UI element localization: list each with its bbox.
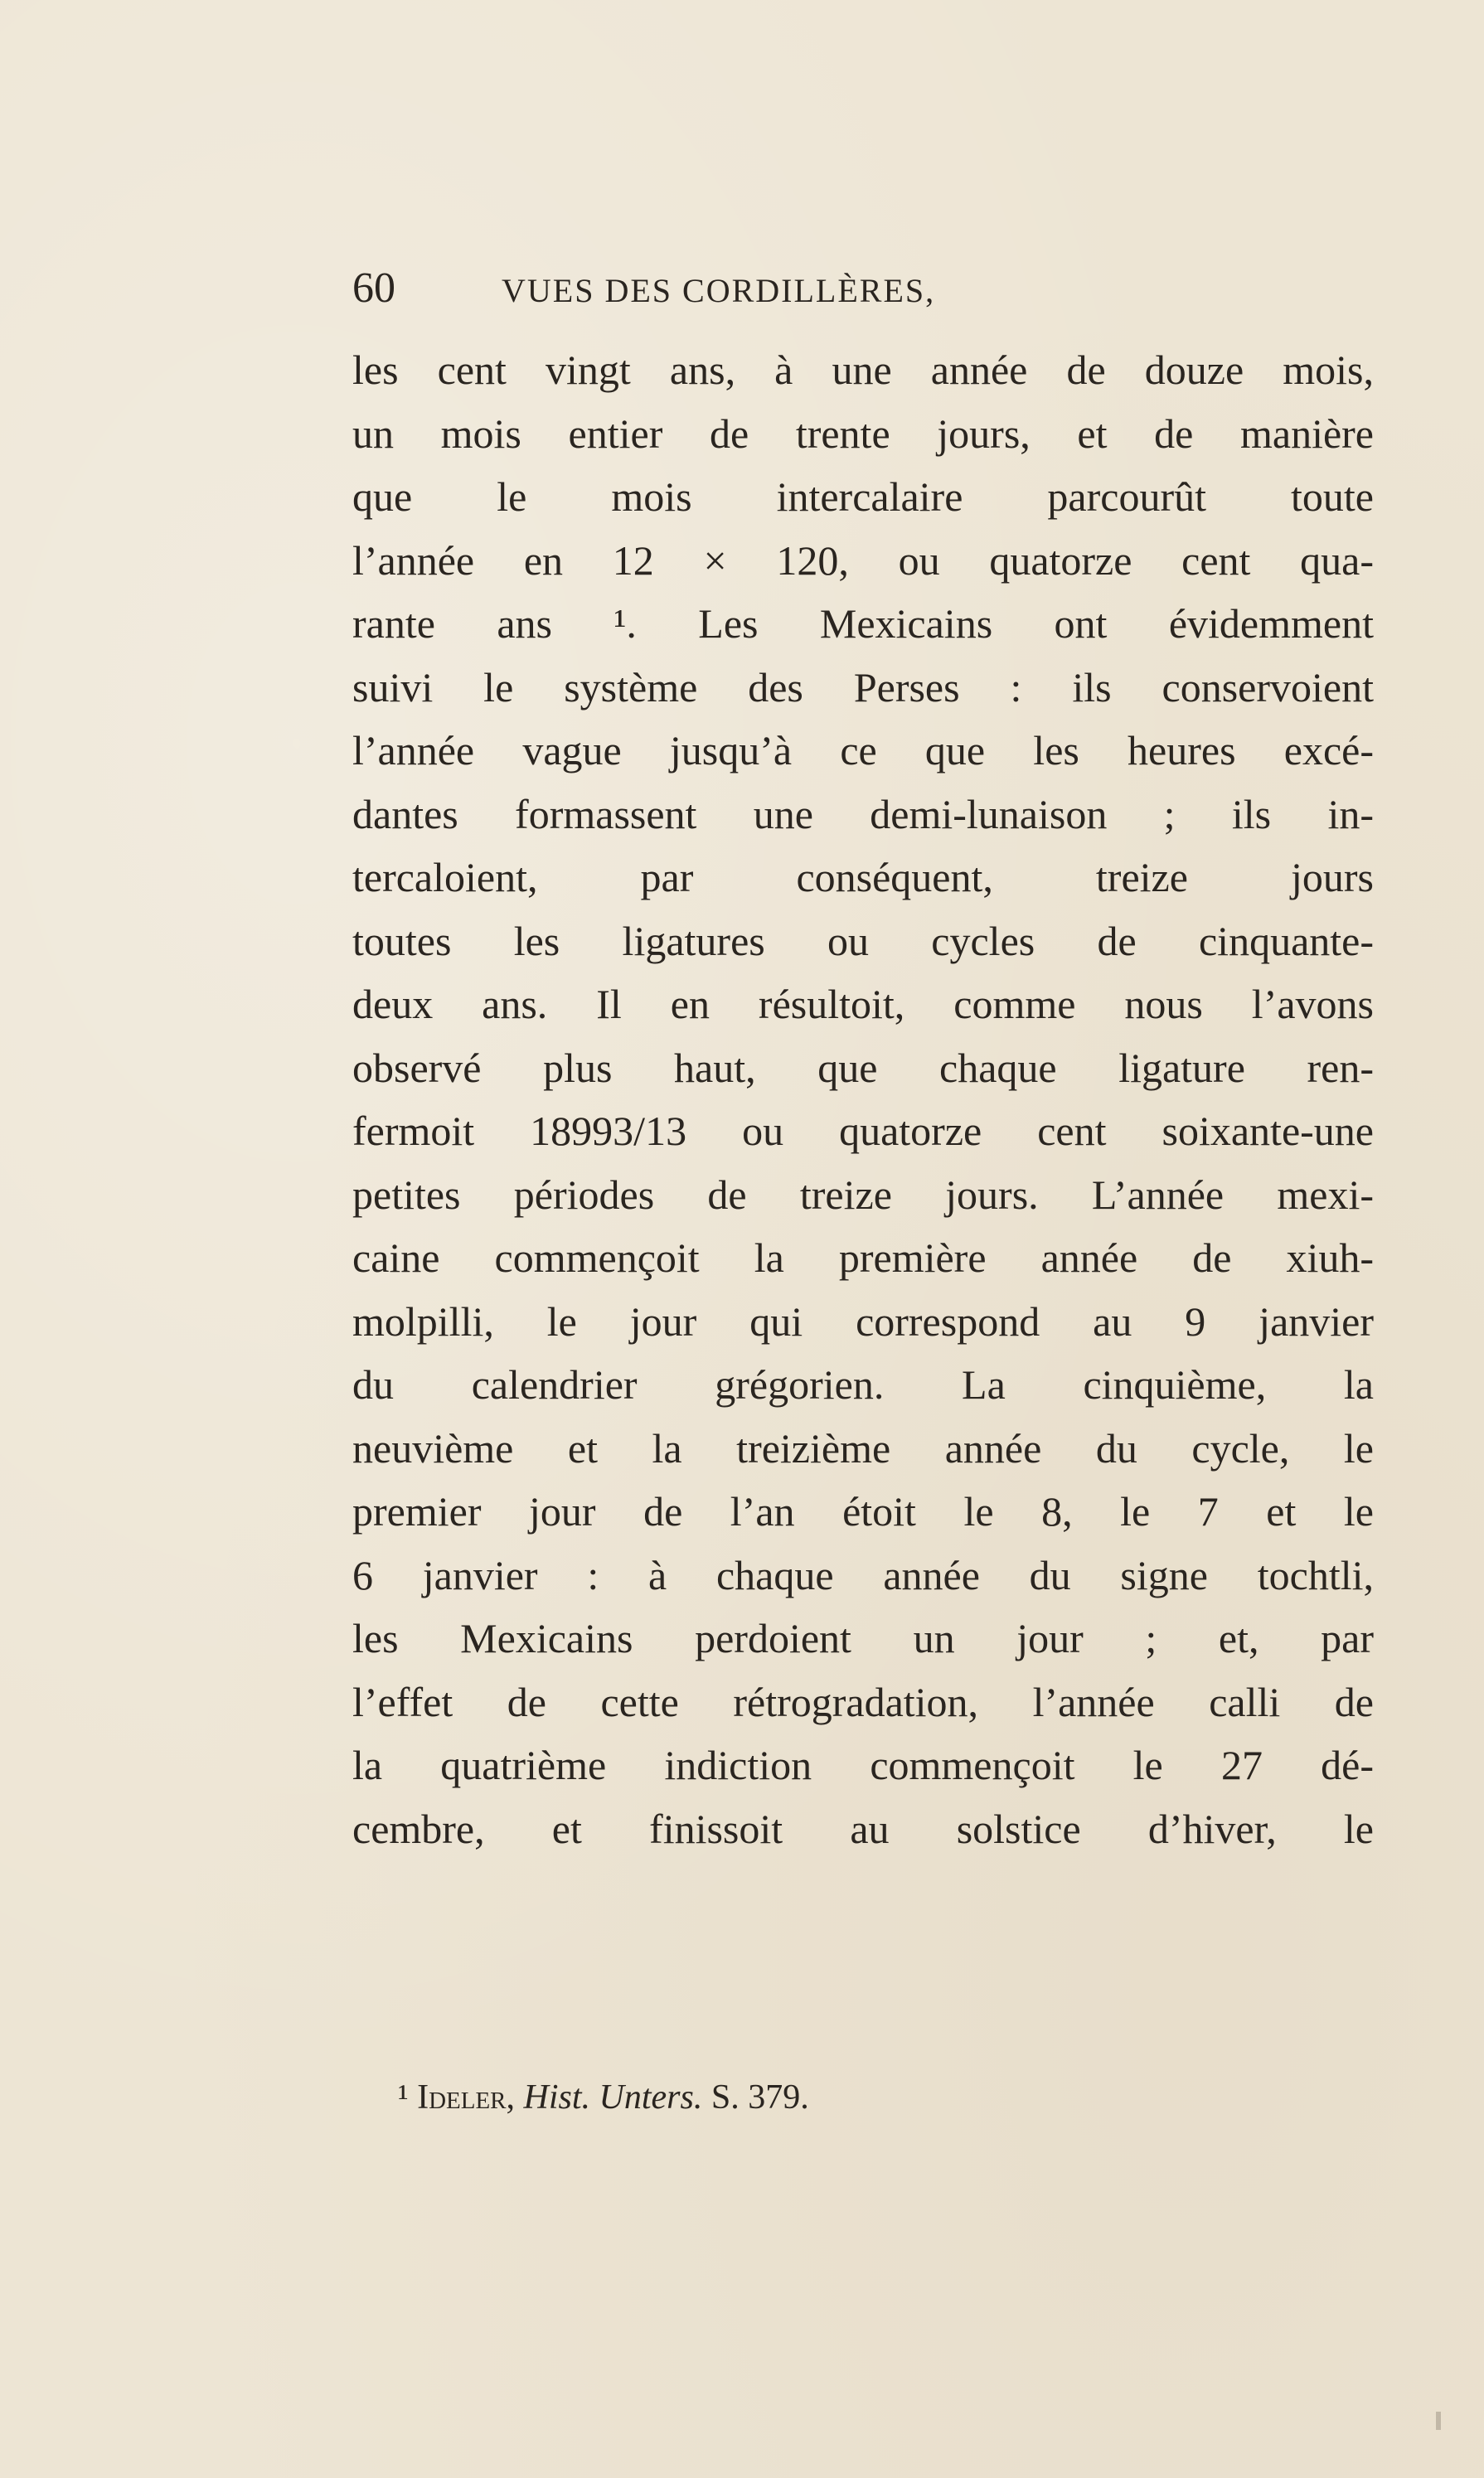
page-number: 60 bbox=[352, 264, 395, 312]
text-line: premier jour de l’an étoit le 8, le 7 et le bbox=[352, 1488, 1374, 1535]
text-line: la quatrième indiction commençoit le 27 dé- bbox=[352, 1742, 1374, 1788]
text-line: dantes formassent une demi-lunaison ; ils in- bbox=[352, 790, 1374, 837]
text-line: molpilli, le jour qui correspond au 9 janvier bbox=[352, 1297, 1374, 1345]
text-line: l’effet de cette rétrogradation, l’année calli de bbox=[352, 1678, 1374, 1725]
text-line: deux ans. Il en résultoit, comme nous l’avons bbox=[352, 981, 1374, 1027]
text-line: un mois entier de trente jours, et de manière bbox=[352, 410, 1374, 457]
footnote: ¹ Ideler, Hist. Unters. S. 379. bbox=[398, 2078, 809, 2117]
text-line: que le mois intercalaire parcourût toute bbox=[352, 473, 1374, 520]
text-line: neuvième et la treizième année du cycle, le bbox=[352, 1424, 1374, 1472]
text-line: les Mexicains perdoient un jour ; et, par bbox=[352, 1615, 1374, 1661]
text-line: toutes les ligatures ou cycles de cinquante- bbox=[352, 917, 1374, 964]
paper-mark bbox=[1436, 2412, 1441, 2430]
body-text bbox=[352, 338, 1374, 1860]
footnote-marker: ¹ bbox=[398, 2078, 409, 2117]
text-line: cembre, et finissoit au solstice d’hiver, le bbox=[352, 1805, 1374, 1852]
text-line: rante ans ¹. Les Mexicains ont évidemment bbox=[352, 600, 1374, 647]
text-line: 6 janvier : à chaque année du signe tochtli, bbox=[352, 1551, 1374, 1598]
footnote-page: S. 379. bbox=[710, 2078, 809, 2117]
text-line: l’année vague jusqu’à ce que les heures excé- bbox=[352, 727, 1374, 773]
footnote-author: Ideler bbox=[417, 2078, 507, 2117]
footnote-title: Hist. Unters. bbox=[523, 2078, 703, 2117]
text-line: caine commençoit la première année de xiuh- bbox=[352, 1234, 1374, 1281]
text-line: du calendrier grégorien. La cinquième, la bbox=[352, 1361, 1374, 1408]
text-line: suivi le système des Perses : ils conservoient bbox=[352, 663, 1374, 710]
text-line: observé plus haut, que chaque ligature ren- bbox=[352, 1044, 1374, 1091]
text-line: fermoit 18993/13 ou quatorze cent soixante-une bbox=[352, 1108, 1374, 1154]
page-header bbox=[352, 264, 1380, 313]
text-line: l’année en 12 × 120, ou quatorze cent qua- bbox=[352, 536, 1374, 584]
running-title: VUES DES CORDILLÈRES, bbox=[502, 272, 936, 309]
text-line: les cent vingt ans, à une année de douze mois, bbox=[352, 347, 1374, 393]
text-line: tercaloient, par conséquent, treize jours bbox=[352, 854, 1374, 900]
text-line: petites périodes de treize jours. L’année mexi- bbox=[352, 1171, 1374, 1218]
